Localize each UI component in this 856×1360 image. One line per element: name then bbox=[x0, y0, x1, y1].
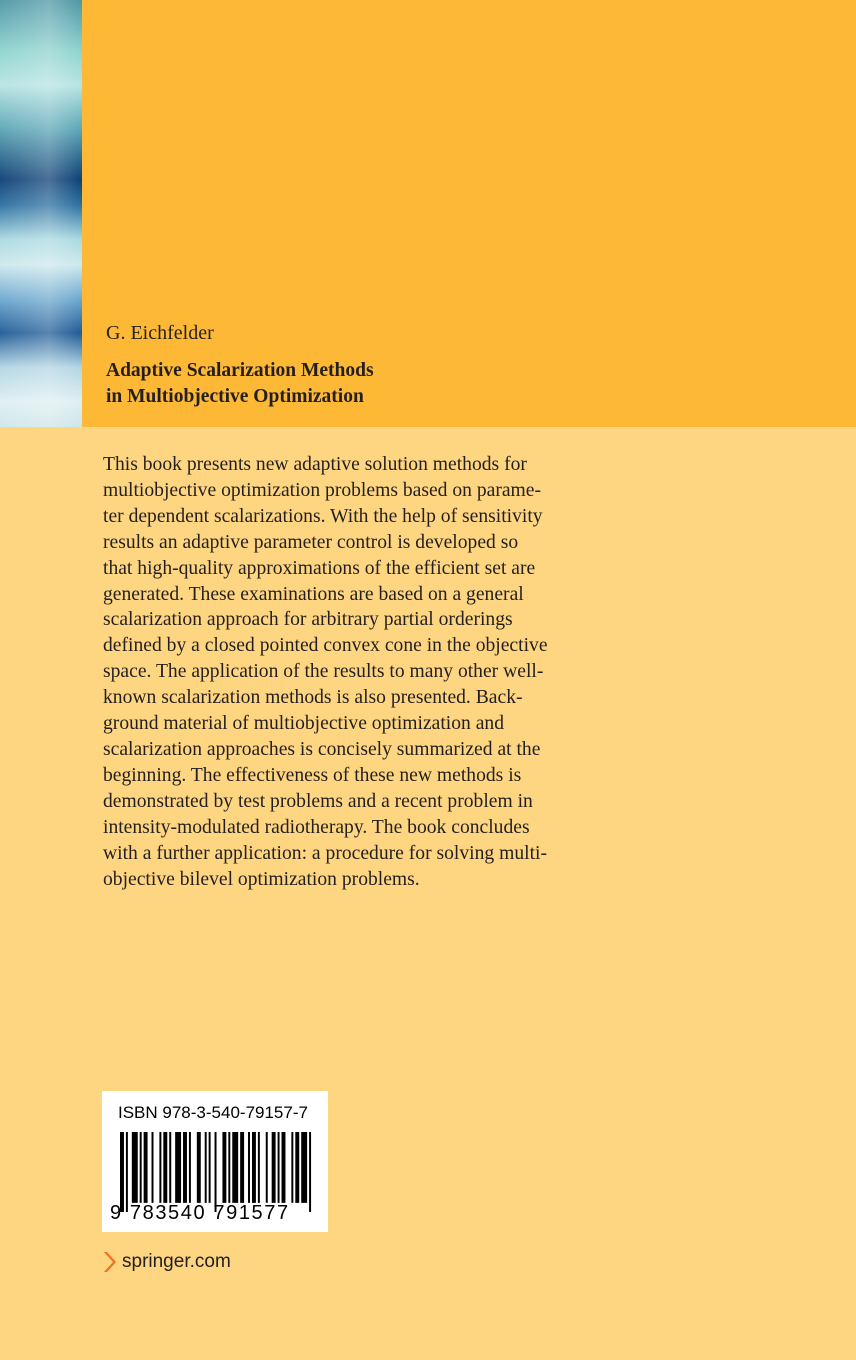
description-line: generated. These examinations are based on a general bbox=[103, 583, 524, 605]
description-line: This book presents new adaptive solution methods for bbox=[103, 454, 527, 475]
chevron-right-icon bbox=[102, 1251, 116, 1273]
barcode-bar bbox=[252, 1132, 256, 1203]
barcode-bar bbox=[144, 1132, 148, 1203]
barcode-bar bbox=[240, 1132, 244, 1203]
barcode-bar bbox=[291, 1132, 293, 1203]
description-line: scalarization approaches is concisely summarized at the bbox=[103, 738, 541, 760]
barcode-graphic bbox=[120, 1132, 315, 1212]
description-line: with a further application: a procedure for solving multi- bbox=[103, 842, 547, 864]
barcode-bar bbox=[152, 1132, 154, 1203]
barcode-bar bbox=[228, 1132, 230, 1203]
barcode-bar bbox=[132, 1132, 138, 1203]
barcode-bar bbox=[232, 1132, 238, 1203]
barcode-bar bbox=[248, 1132, 250, 1203]
barcode-bar bbox=[278, 1132, 280, 1203]
author-name: G. Eichfelder bbox=[106, 322, 214, 344]
book-title-line: in Multiobjective Optimization bbox=[106, 386, 364, 407]
barcode-bar bbox=[295, 1132, 299, 1203]
barcode-bar bbox=[169, 1132, 171, 1203]
barcode-bar bbox=[183, 1132, 187, 1203]
barcode-bar bbox=[163, 1132, 167, 1203]
decorative-image-strip bbox=[0, 0, 82, 427]
description-line: that high-quality approximations of the efficient set are bbox=[103, 557, 536, 579]
barcode-bar bbox=[209, 1132, 211, 1203]
barcode-bar bbox=[159, 1132, 161, 1203]
description-line: objective bilevel optimization problems. bbox=[103, 868, 420, 890]
barcode-bar bbox=[309, 1132, 311, 1212]
barcode-bar bbox=[282, 1132, 286, 1203]
barcode-bar bbox=[272, 1132, 276, 1203]
barcode-bar bbox=[215, 1132, 217, 1212]
book-title-line: Adaptive Scalarization Methods bbox=[106, 360, 374, 381]
barcode-bar bbox=[205, 1132, 207, 1203]
description-line: known scalarization methods is also presented. Back- bbox=[103, 687, 523, 709]
barcode-bar bbox=[222, 1132, 226, 1203]
barcode-bar bbox=[301, 1132, 307, 1203]
description-line: demonstrated by test problems and a recent problem in bbox=[103, 790, 533, 812]
book-title bbox=[106, 358, 374, 410]
barcode-bar bbox=[266, 1132, 268, 1203]
book-description bbox=[103, 452, 623, 892]
barcode-bar bbox=[189, 1132, 191, 1203]
barcode-bar bbox=[140, 1132, 142, 1203]
description-line: results an adaptive parameter control is developed so bbox=[103, 531, 519, 553]
description-line: multiobjective optimization problems based on parame- bbox=[103, 479, 542, 501]
description-line: scalarization approach for arbitrary partial orderings bbox=[103, 609, 513, 631]
description-line: beginning. The effectiveness of these new methods is bbox=[103, 764, 522, 786]
description-line: ter dependent scalarizations. With the help of sensitivity bbox=[103, 505, 543, 527]
description-line: defined by a closed pointed convex cone in the objective bbox=[103, 635, 548, 657]
publisher-url[interactable]: springer.com bbox=[122, 1251, 231, 1272]
barcode-bar bbox=[197, 1132, 201, 1203]
description-line: ground material of multiobjective optimization and bbox=[103, 713, 505, 735]
description-line: intensity-modulated radiotherapy. The book concludes bbox=[103, 816, 530, 838]
barcode-digits: 9 783540 791577 bbox=[110, 1202, 290, 1224]
isbn-barcode-box bbox=[102, 1091, 328, 1232]
description-line: space. The application of the results to many other well- bbox=[103, 661, 544, 683]
barcode-bar bbox=[126, 1132, 128, 1212]
barcode-bar bbox=[175, 1132, 181, 1203]
isbn-label: ISBN 978-3-540-79157-7 bbox=[118, 1103, 308, 1122]
barcode-bar bbox=[120, 1132, 124, 1212]
barcode-bar bbox=[258, 1132, 260, 1203]
publisher-link[interactable] bbox=[102, 1250, 231, 1274]
